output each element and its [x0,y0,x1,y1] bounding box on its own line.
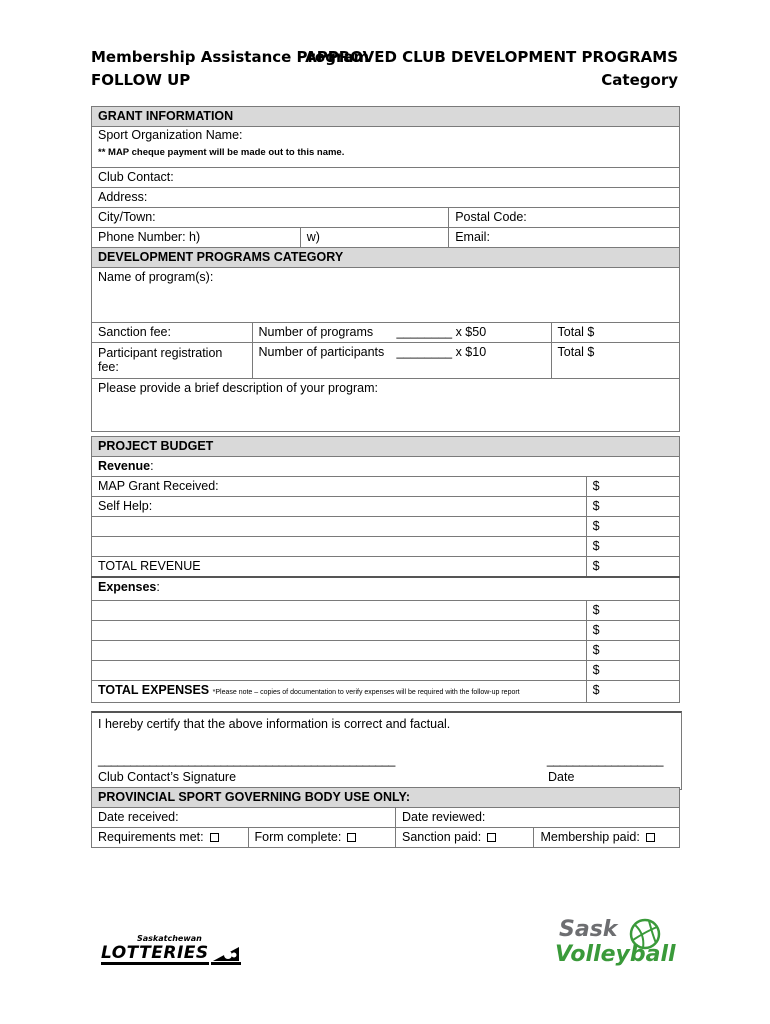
revenue-label: Revenue [98,459,151,473]
form-complete-checkbox[interactable] [347,833,356,842]
num-participants-field[interactable] [390,343,551,379]
sask-volleyball-logo [555,918,676,968]
revenue-item-amount[interactable] [586,517,679,537]
date-line[interactable]: __________________ [546,753,663,767]
membership-paid-cell [534,828,680,848]
date-received-field[interactable] [92,808,396,828]
city-field[interactable] [92,208,449,228]
map-grant-label: MAP Grant Received: [92,477,587,497]
sask-text: Sask [559,917,618,942]
certify-statement: I hereby certify that the above information is correct and factual. [98,717,451,731]
total1-label: Total $ [557,325,595,339]
sanction-paid-cell [396,828,534,848]
requirements-met-label: Requirements met: [98,830,204,844]
postal-label: Postal Code: [455,210,527,224]
revenue-item-amount[interactable] [586,537,679,557]
revenue-heading [92,457,680,477]
psgb-heading: PROVINCIAL SPORT GOVERNING BODY USE ONLY: [92,788,680,808]
dollar-sign: $ [592,559,600,573]
email-field[interactable] [449,228,680,248]
dollar-sign: $ [592,539,600,553]
sanction-paid-checkbox[interactable] [487,833,496,842]
signature-label: Club Contact’s Signature [98,770,237,784]
expense-item-field[interactable] [92,621,587,641]
dollar-sign: $ [592,643,600,657]
volleyball-text: Volleyball [555,942,676,967]
program-title: Membership Assistance Program [91,48,370,66]
dollar-sign: $ [592,663,600,677]
expenses-colon: : [156,580,160,594]
num-participants-label: Number of participants [252,343,390,379]
date-received-label: Date received: [98,810,179,824]
membership-paid-label: Membership paid: [540,830,640,844]
date-label: Date [548,770,575,784]
certify-block [91,711,682,790]
expense-item-amount[interactable] [586,661,679,681]
expense-item-amount[interactable] [586,621,679,641]
budget-table [91,436,680,703]
expense-item-field[interactable] [92,641,587,661]
phone-work-field[interactable] [300,228,449,248]
expenses-label: Expenses [98,580,157,594]
sanction-paid-label: Sanction paid: [402,830,482,844]
revenue-item-field[interactable] [92,517,587,537]
dollar-sign: $ [592,623,600,637]
phone-work-label: w) [306,230,320,244]
budget-heading: PROJECT BUDGET [92,437,680,457]
dev-programs-table [91,247,680,432]
expense-item-field[interactable] [92,661,587,681]
address-field[interactable] [92,188,680,208]
psgb-table [91,787,680,848]
dollar-sign: $ [592,479,600,493]
total-expenses-label: TOTAL EXPENSES [98,683,210,697]
dollar-sign: $ [592,683,600,697]
lotteries-emblem-icon [211,943,241,965]
description-field[interactable] [92,379,680,432]
city-label: City/Town: [98,210,156,224]
lotteries-top-text: Saskatchewan [137,934,202,943]
form-complete-label: Form complete: [254,830,342,844]
org-name-note: ** MAP cheque payment will be made out to this name. [98,147,345,158]
description-label: Please provide a brief description of your program: [98,381,379,395]
total-expenses-cell [92,681,587,703]
expense-item-field[interactable] [92,601,587,621]
address-label: Address: [98,190,148,204]
category-title: APPROVED CLUB DEVELOPMENT PROGRAMS [305,48,678,66]
total2-field[interactable] [551,343,679,379]
form-complete-cell [248,828,395,848]
club-contact-field[interactable] [92,168,680,188]
total-expenses-amount[interactable] [586,681,679,703]
map-grant-amount[interactable] [586,477,679,497]
requirements-met-checkbox[interactable] [210,833,219,842]
sask-lotteries-logo [101,934,241,965]
grant-info-heading: GRANT INFORMATION [92,107,680,127]
volleyball-icon [623,912,667,956]
dollar-sign: $ [592,603,600,617]
program-subtitle: FOLLOW UP [91,71,191,89]
expenses-note: *Please note – copies of documentation to verify expenses will be required with the follow-up report [212,689,520,696]
dollar-sign: $ [592,499,600,513]
sanction-fee-label: Sanction fee: [92,323,253,343]
dev-programs-heading: DEVELOPMENT PROGRAMS CATEGORY [92,248,680,268]
total2-label: Total $ [557,345,595,359]
revenue-item-field[interactable] [92,537,587,557]
grant-info-table [91,106,680,248]
postal-field[interactable] [449,208,680,228]
date-reviewed-label: Date reviewed: [402,810,486,824]
phone-home-field[interactable] [92,228,301,248]
date-reviewed-field[interactable] [396,808,680,828]
dollar-sign: $ [592,519,600,533]
expenses-heading [92,577,680,601]
participant-fee-label: Participant registration fee: [92,343,253,379]
expense-item-amount[interactable] [586,641,679,661]
self-help-label: Self Help: [92,497,587,517]
self-help-amount[interactable] [586,497,679,517]
signature-line[interactable]: ______________________________________________ [98,753,395,767]
total1-field[interactable] [551,323,679,343]
requirements-met-cell [92,828,249,848]
expense-item-amount[interactable] [586,601,679,621]
x50-label: ________ x $50 [396,325,487,339]
x10-label: ________ x $10 [396,345,487,359]
lotteries-main-text: LOTTERIES [101,942,209,963]
revenue-colon: : [150,459,154,473]
total-revenue-label: TOTAL REVENUE [92,557,587,578]
program-names-label: Name of program(s): [98,270,214,284]
num-programs-label: Number of programs [252,323,390,343]
email-label: Email: [455,230,490,244]
club-contact-label: Club Contact: [98,170,174,184]
num-programs-field[interactable] [390,323,551,343]
org-name-field[interactable] [92,127,680,168]
total-revenue-amount[interactable] [586,557,679,578]
program-names-field[interactable] [92,268,680,323]
phone-label: Phone Number: h) [98,230,201,244]
membership-paid-checkbox[interactable] [646,833,655,842]
org-name-label: Sport Organization Name: [98,128,243,142]
category-label: Category [601,71,678,89]
